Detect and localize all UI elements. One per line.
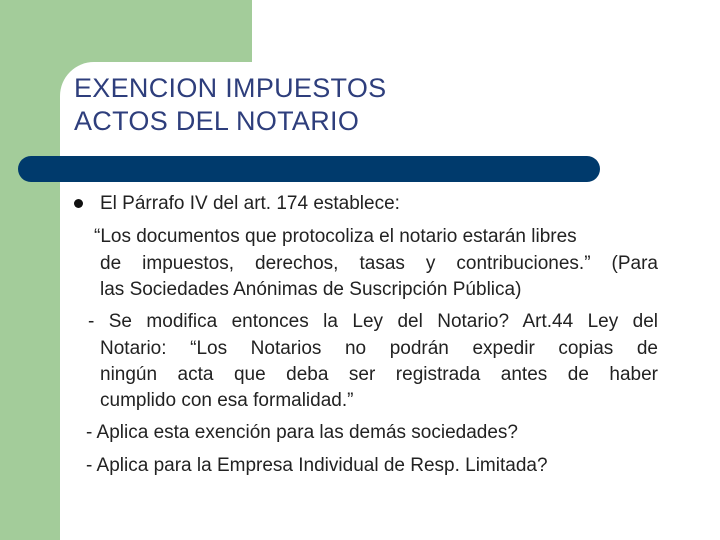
question1-line-3: ningún acta que deba ser registrada antes de haber	[100, 364, 658, 385]
bullet-dot-icon	[74, 199, 83, 208]
question1-line-2: Notario: “Los Notarios no podrán expedir copias de	[100, 338, 658, 359]
quote-line-2: de impuestos, derechos, tasas y contribuciones.” (Para	[100, 253, 658, 274]
question2-text: - Aplica esta exención para las demás sociedades?	[86, 422, 518, 443]
title-line-2: ACTOS DEL NOTARIO	[74, 106, 360, 136]
title-divider-bar	[18, 156, 600, 182]
top-decor-band	[60, 0, 252, 62]
question3-text: - Aplica para la Empresa Individual de Resp. Limitada?	[86, 455, 548, 476]
title-line-1: EXENCION IMPUESTOS	[74, 73, 387, 103]
left-decor-band	[0, 0, 60, 540]
bullet-text: El Párrafo IV del art. 174 establece:	[100, 193, 400, 214]
quote-line-1: “Los documentos que protocoliza el notario estarán libres	[94, 226, 577, 247]
question1-line-1: - Se modifica entonces la Ley del Notario? Art.44 Ley del	[88, 311, 658, 332]
question1-line-4: cumplido con esa formalidad.”	[100, 390, 354, 411]
quote-line-3: las Sociedades Anónimas de Suscripción Pública)	[100, 279, 522, 300]
slide-title	[74, 72, 674, 138]
